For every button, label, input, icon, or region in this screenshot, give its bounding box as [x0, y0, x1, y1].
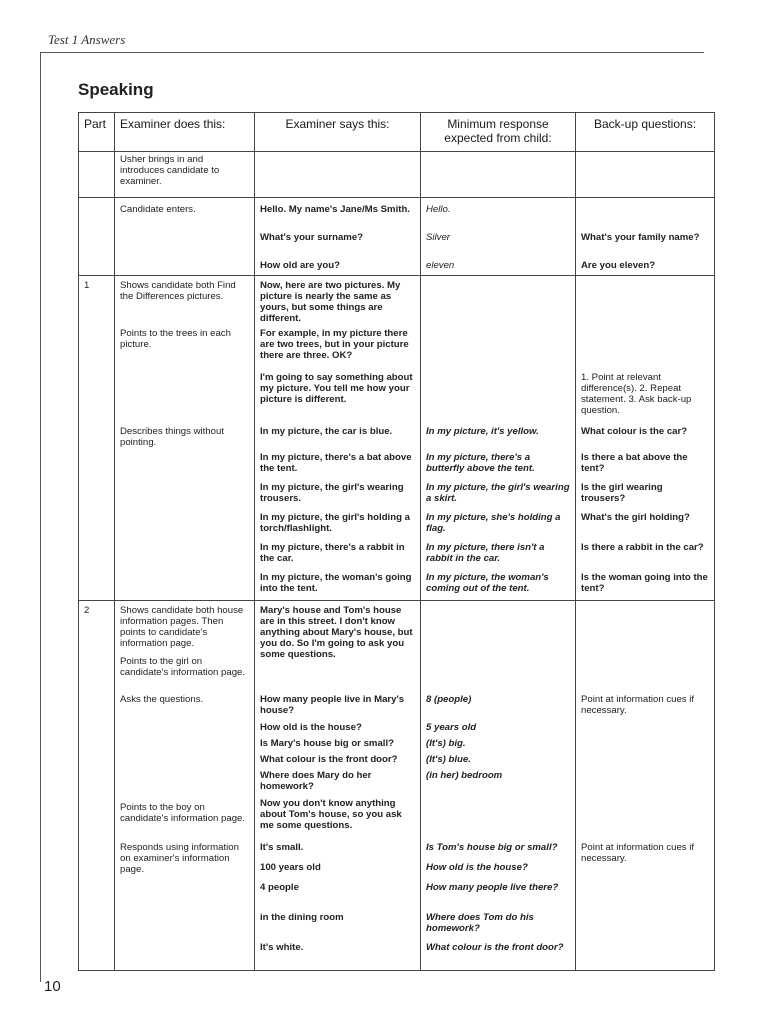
- cell-examiner-says: In my picture, there's a rabbit in the car.: [255, 540, 421, 570]
- cell-response: [421, 654, 576, 692]
- cell-examiner-says: How old is the house?: [255, 720, 421, 736]
- header-minimum-response: Minimum response expected from child:: [421, 113, 576, 152]
- cell-examiner-does: Candidate enters.: [115, 198, 255, 230]
- cell-response: Where does Tom do his homework?: [421, 910, 576, 940]
- cell-response: What colour is the front door?: [421, 940, 576, 970]
- table-row: [79, 540, 715, 570]
- cell-examiner-says: What's your surname?: [255, 230, 421, 258]
- cell-backup: [576, 654, 715, 692]
- cell-backup: [576, 940, 715, 970]
- cell-response: [421, 600, 576, 654]
- cell-examiner-does: [115, 720, 255, 736]
- header-title: Test 1 Answers: [48, 32, 126, 47]
- cell-response: eleven: [421, 258, 576, 276]
- table-header-row: [79, 113, 715, 152]
- cell-response: (in her) bedroom: [421, 768, 576, 796]
- cell-examiner-says: [255, 152, 421, 198]
- cell-examiner-says: In my picture, the woman's going into the tent.: [255, 570, 421, 600]
- table-row: [79, 600, 715, 654]
- cell-part: [79, 910, 115, 940]
- cell-examiner-does: [115, 768, 255, 796]
- table-row: [79, 450, 715, 480]
- cell-examiner-does: Usher brings in and introduces candidate to examiner.: [115, 152, 255, 198]
- cell-backup: Is the woman going into the tent?: [576, 570, 715, 600]
- cell-backup: Point at information cues if necessary.: [576, 692, 715, 720]
- table-row: [79, 276, 715, 327]
- cell-examiner-does: [115, 570, 255, 600]
- cell-backup: [576, 720, 715, 736]
- cell-examiner-says: 4 people: [255, 880, 421, 910]
- cell-part: [79, 880, 115, 910]
- cell-examiner-says: In my picture, the girl's holding a torch/flashlight.: [255, 510, 421, 540]
- cell-part: [79, 510, 115, 540]
- page-number: 10: [44, 978, 61, 995]
- cell-part: [79, 198, 115, 230]
- cell-examiner-does: [115, 540, 255, 570]
- cell-response: Silver: [421, 230, 576, 258]
- cell-examiner-does: [115, 450, 255, 480]
- cell-examiner-does: Points to the girl on candidate's information page.: [115, 654, 255, 692]
- cell-examiner-does: Asks the questions.: [115, 692, 255, 720]
- cell-backup: Is there a bat above the tent?: [576, 450, 715, 480]
- cell-backup: Point at information cues if necessary.: [576, 840, 715, 880]
- cell-examiner-says: How old are you?: [255, 258, 421, 276]
- cell-examiner-says: in the dining room: [255, 910, 421, 940]
- cell-part: 1: [79, 276, 115, 327]
- cell-examiner-does: [115, 510, 255, 540]
- cell-part: [79, 654, 115, 692]
- table-row: [79, 326, 715, 370]
- cell-backup: Is the girl wearing trousers?: [576, 480, 715, 510]
- header-part: Part: [79, 113, 115, 152]
- cell-part: [79, 736, 115, 752]
- cell-examiner-says: In my picture, there's a bat above the tent.: [255, 450, 421, 480]
- cell-response: [421, 370, 576, 424]
- cell-backup: [576, 152, 715, 198]
- cell-backup: [576, 880, 715, 910]
- cell-part: [79, 720, 115, 736]
- cell-part: [79, 152, 115, 198]
- cell-part: [79, 480, 115, 510]
- cell-examiner-does: Points to the boy on candidate's information page.: [115, 796, 255, 840]
- cell-backup: [576, 752, 715, 768]
- cell-examiner-says: Is Mary's house big or small?: [255, 736, 421, 752]
- cell-part: [79, 450, 115, 480]
- cell-examiner-does: Describes things without pointing.: [115, 424, 255, 450]
- cell-backup: [576, 198, 715, 230]
- table-row: [79, 480, 715, 510]
- cell-backup: 1. Point at relevant difference(s). 2. Repeat statement. 3. Ask back-up question.: [576, 370, 715, 424]
- table-row: [79, 796, 715, 840]
- section-title: Speaking: [78, 80, 154, 99]
- cell-backup: [576, 768, 715, 796]
- cell-backup: What's your family name?: [576, 230, 715, 258]
- cell-response: In my picture, the girl's wearing a skirt.: [421, 480, 576, 510]
- cell-examiner-does: [115, 258, 255, 276]
- header-examiner-says: Examiner says this:: [255, 113, 421, 152]
- table-row: [79, 424, 715, 450]
- cell-examiner-does: [115, 230, 255, 258]
- table-row: [79, 370, 715, 424]
- cell-response: In my picture, there isn't a rabbit in the car.: [421, 540, 576, 570]
- cell-response: [421, 276, 576, 327]
- cell-examiner-says: Now you don't know anything about Tom's house, so you ask me some questions.: [255, 796, 421, 840]
- header-examiner-does: Examiner does this:: [115, 113, 255, 152]
- cell-part: [79, 692, 115, 720]
- table-row: [79, 258, 715, 276]
- cell-part: [79, 796, 115, 840]
- table-row: [79, 940, 715, 970]
- table-row: [79, 692, 715, 720]
- cell-examiner-says: Mary's house and Tom's house are in this street. I don't know anything about Mary's house, but you do. So I'm going to ask you some questions.: [255, 600, 421, 692]
- cell-examiner-does: [115, 880, 255, 910]
- cell-examiner-does: [115, 752, 255, 768]
- table-row: [79, 720, 715, 736]
- cell-examiner-says: I'm going to say something about my picture. You tell me how your picture is different.: [255, 370, 421, 424]
- cell-part: [79, 860, 115, 880]
- cell-backup: What's the girl holding?: [576, 510, 715, 540]
- header-backup-questions: Back-up questions:: [576, 113, 715, 152]
- cell-examiner-does: Responds using information on examiner's information page.: [115, 840, 255, 880]
- cell-examiner-does: [115, 370, 255, 424]
- cell-examiner-says: What colour is the front door?: [255, 752, 421, 768]
- cell-examiner-does: Points to the trees in each picture.: [115, 326, 255, 370]
- cell-backup: [576, 326, 715, 370]
- cell-examiner-does: [115, 940, 255, 970]
- table-row: [79, 752, 715, 768]
- cell-backup: [576, 600, 715, 654]
- cell-examiner-says: Where does Mary do her homework?: [255, 768, 421, 796]
- table-row: [79, 198, 715, 230]
- cell-response: In my picture, the woman's coming out of the tent.: [421, 570, 576, 600]
- speaking-table: [78, 112, 715, 971]
- table-row: [79, 230, 715, 258]
- cell-response: Is Tom's house big or small?: [421, 840, 576, 860]
- cell-examiner-says: In my picture, the car is blue.: [255, 424, 421, 450]
- cell-response: In my picture, she's holding a flag.: [421, 510, 576, 540]
- cell-examiner-says: Now, here are two pictures. My picture is nearly the same as yours, but some things are different.: [255, 276, 421, 327]
- table-row: [79, 152, 715, 198]
- cell-examiner-does: [115, 480, 255, 510]
- cell-part: [79, 230, 115, 258]
- table-row: [79, 736, 715, 752]
- cell-part: [79, 940, 115, 970]
- cell-response: How many people live there?: [421, 880, 576, 910]
- header-rule: [40, 52, 704, 53]
- cell-response: (It's) big.: [421, 736, 576, 752]
- cell-backup: [576, 736, 715, 752]
- cell-backup: [576, 910, 715, 940]
- cell-examiner-does: Shows candidate both house information pages. Then points to candidate's information page.: [115, 600, 255, 654]
- table-row: [79, 570, 715, 600]
- table-row: [79, 910, 715, 940]
- cell-examiner-says: 100 years old: [255, 860, 421, 880]
- table-row: [79, 510, 715, 540]
- cell-part: [79, 370, 115, 424]
- cell-response: In my picture, it's yellow.: [421, 424, 576, 450]
- cell-examiner-says: How many people live in Mary's house?: [255, 692, 421, 720]
- cell-part: [79, 570, 115, 600]
- cell-examiner-says: For example, in my picture there are two trees, but in your picture there are three. OK?: [255, 326, 421, 370]
- cell-response: [421, 152, 576, 198]
- cell-part: 2: [79, 600, 115, 654]
- table-row: [79, 768, 715, 796]
- cell-response: In my picture, there's a butterfly above the tent.: [421, 450, 576, 480]
- cell-part: [79, 326, 115, 370]
- cell-backup: [576, 276, 715, 327]
- cell-part: [79, 540, 115, 570]
- left-margin-rule: [40, 52, 41, 982]
- cell-part: [79, 258, 115, 276]
- cell-response: [421, 326, 576, 370]
- table-row: [79, 840, 715, 860]
- cell-backup: What colour is the car?: [576, 424, 715, 450]
- cell-examiner-says: In my picture, the girl's wearing trousers.: [255, 480, 421, 510]
- cell-examiner-does: Shows candidate both Find the Differences pictures.: [115, 276, 255, 327]
- cell-response: How old is the house?: [421, 860, 576, 880]
- cell-response: 5 years old: [421, 720, 576, 736]
- cell-part: [79, 840, 115, 860]
- cell-examiner-does: [115, 736, 255, 752]
- cell-examiner-says: Hello. My name's Jane/Ms Smith.: [255, 198, 421, 230]
- cell-part: [79, 768, 115, 796]
- cell-response: [421, 796, 576, 840]
- cell-backup: Are you eleven?: [576, 258, 715, 276]
- cell-response: 8 (people): [421, 692, 576, 720]
- cell-examiner-says: It's small.: [255, 840, 421, 860]
- cell-response: (It's) blue.: [421, 752, 576, 768]
- cell-backup: [576, 796, 715, 840]
- cell-part: [79, 424, 115, 450]
- table-row: [79, 880, 715, 910]
- cell-examiner-says: It's white.: [255, 940, 421, 970]
- cell-examiner-does: [115, 910, 255, 940]
- cell-response: Hello.: [421, 198, 576, 230]
- cell-part: [79, 752, 115, 768]
- cell-backup: Is there a rabbit in the car?: [576, 540, 715, 570]
